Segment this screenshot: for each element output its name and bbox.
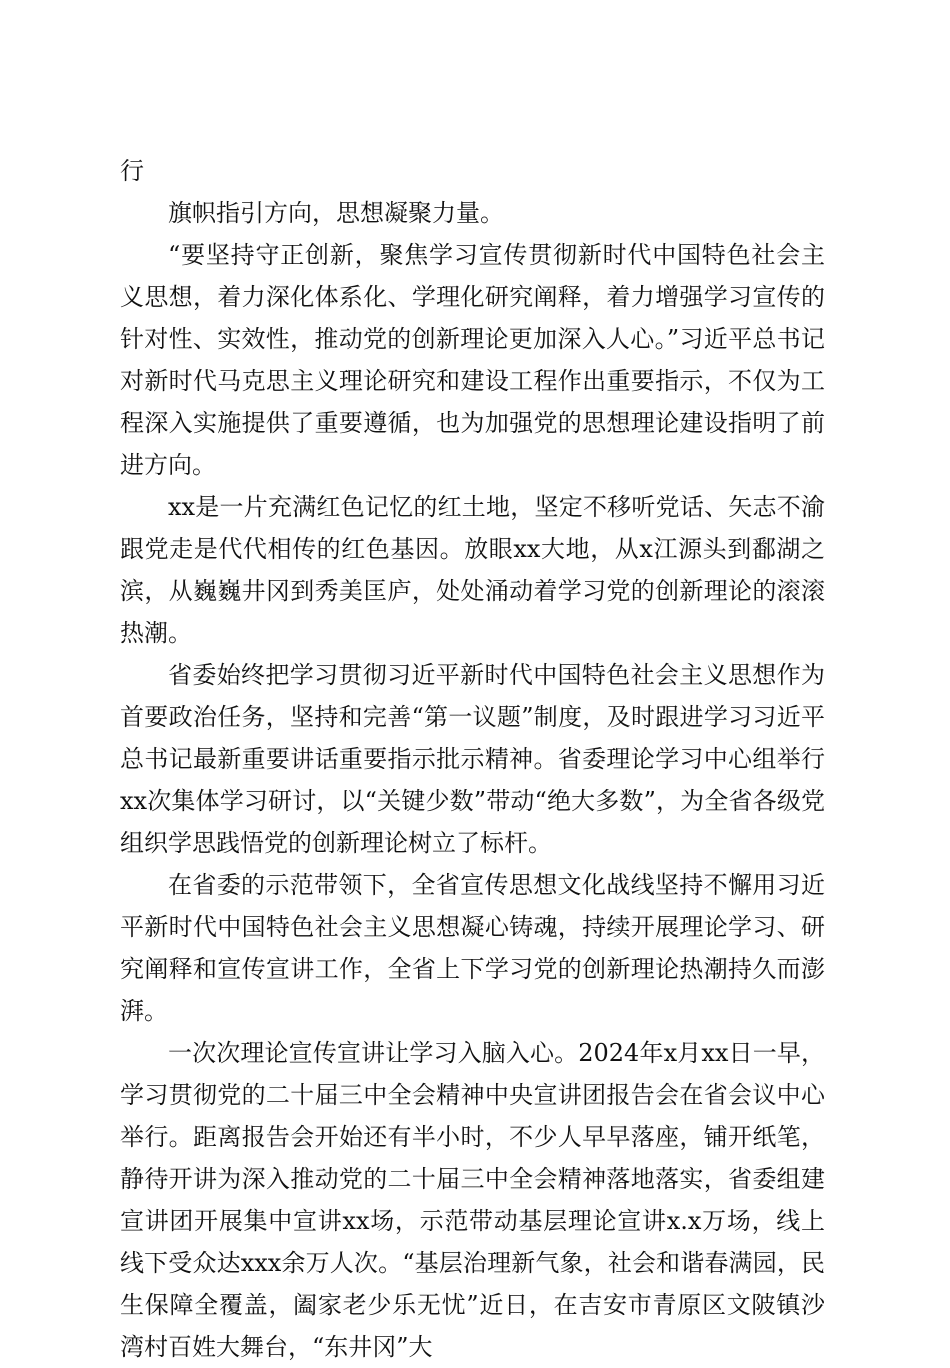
- paragraph-1: 旗帜指引方向，思想凝聚力量。: [168, 199, 504, 227]
- paragraph-3: xx是一片充满红色记忆的红土地，坚定不移听党话、矢志不渝跟党走是代代相传的红色基因。放眼xx大地，从x江源头到鄱湖之滨，从巍巍井冈到秀美匡庐，处处涌动着学习党的创新理论的滚滚热潮。: [120, 493, 825, 647]
- paragraph-2: “要坚持守正创新，聚焦学习宣传贯彻新时代中国特色社会主义思想，着力深化体系化、学理化研究阐释，着力增强学习宣传的针对性、实效性，推动党的创新理论更加深入人心。”习近平总书记对新时代马克思主义理论研究和建设工程作出重要指示，不仅为工程深入实施提供了重要遵循，也为加强党的思想理论建设指明了前进方向。: [120, 241, 825, 479]
- paragraph-6: 一次次理论宣传宣讲让学习入脑入心。2024年x月xx日一早，学习贯彻党的二十届三中全会精神中央宣讲团报告会在省会议中心举行。距离报告会开始还有半小时，不少人早早落座，铺开纸笔，静待开讲为深入推动党的二十届三中全会精神落地落实，省委组建宣讲团开展集中宣讲xx场，示范带动基层理论宣讲x.x万场，线上线下受众达xxx余万人次。“基层治理新气象，社会和谐春满园，民生保障全覆盖，阖家老少乐无忧”近日，在吉安市青原区文陂镇沙湾村百姓大舞台，“东井冈”大: [120, 1039, 825, 1361]
- paragraph-4: 省委始终把学习贯彻习近平新时代中国特色社会主义思想作为首要政治任务，坚持和完善“第一议题”制度，及时跟进学习习近平总书记最新重要讲话重要指示批示精神。省委理论学习中心组举行xx次集体学习研讨，以“关键少数”带动“绝大多数”，为全省各级党组织学思践悟党的创新理论树立了标杆。: [120, 661, 825, 857]
- paragraph-5: 在省委的示范带领下，全省宣传思想文化战线坚持不懈用习近平新时代中国特色社会主义思想凝心铸魂，持续开展理论学习、研究阐释和宣传宣讲工作，全省上下学习党的创新理论热潮持久而澎湃。: [120, 871, 825, 1025]
- section-heading: 行: [120, 157, 144, 185]
- document-body: [120, 150, 825, 1368]
